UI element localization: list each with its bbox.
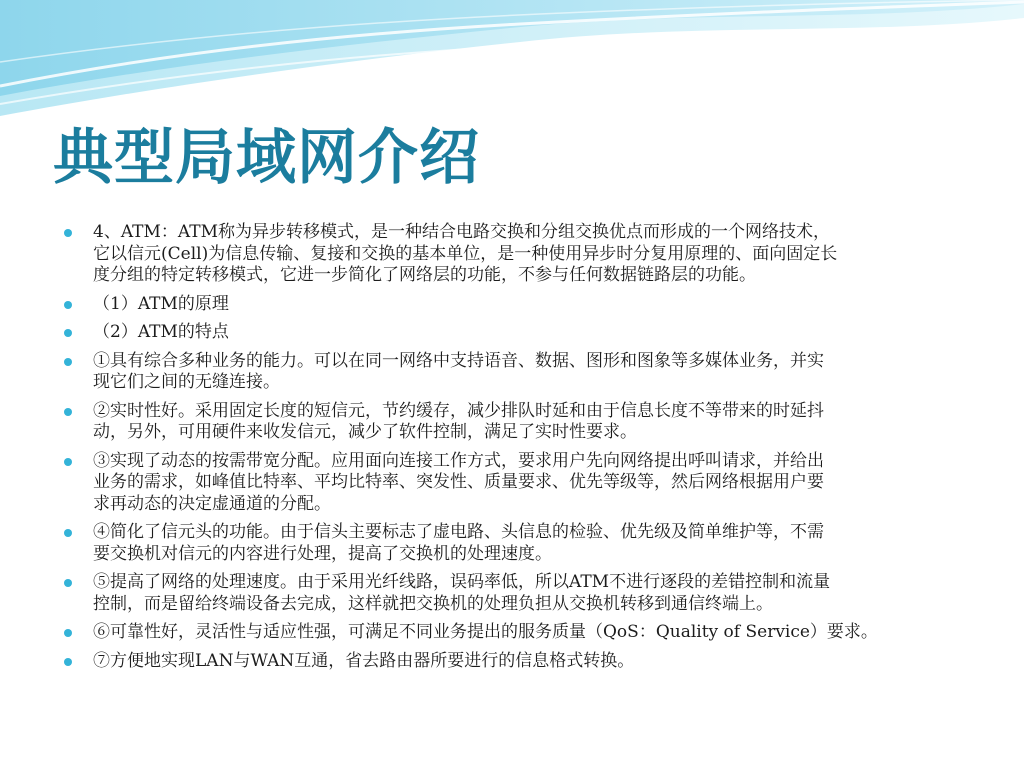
bullet-text-line: 求再动态的决定虚通道的分配。 bbox=[93, 493, 331, 514]
bullet-item bbox=[0, 351, 1024, 394]
bullet-text-line: ④简化了信元头的功能。由于信头主要标志了虚电路、头信息的检验、优先级及简单维护等，不需 bbox=[93, 522, 824, 542]
bullet-text-line: （2）ATM的特点 bbox=[93, 322, 229, 342]
bullet-item bbox=[0, 451, 1024, 516]
bullet-item bbox=[0, 322, 1024, 344]
bullet-item bbox=[0, 651, 1024, 673]
bullet-dot bbox=[64, 529, 72, 537]
bullet-dot bbox=[64, 301, 72, 309]
bullet-text-line: ⑦方便地实现LAN与WAN互通，省去路由器所要进行的信息格式转换。 bbox=[93, 650, 635, 671]
bullet-dot bbox=[64, 458, 72, 466]
bullet-text-line: 现它们之间的无缝连接。 bbox=[93, 372, 280, 392]
bullet-text-line: 度分组的特定转移模式，它进一步简化了网络层的功能，不参与任何数据链路层的功能。 bbox=[93, 265, 756, 285]
bullet-text-line: ⑥可靠性好，灵活性与适应性强，可满足不同业务提出的服务质量（QoS：Quality of Service）要求。 bbox=[93, 622, 878, 642]
slide-title: 典型局域网介绍 bbox=[53, 123, 480, 193]
wave-header-decoration bbox=[0, 0, 1024, 130]
bullet-item bbox=[0, 522, 1024, 565]
bullet-text-line: 它以信元(Cell)为信息传输、复接和交换的基本单位，是一种使用异步时分复用原理的、面向固定长 bbox=[93, 243, 838, 264]
bullet-dot bbox=[64, 579, 72, 587]
bullet-dot bbox=[64, 229, 72, 237]
bullet-item bbox=[0, 401, 1024, 444]
bullet-text-line: （1）ATM的原理 bbox=[93, 293, 229, 314]
bullet-text-line: 动，另外，可用硬件来收发信元，减少了软件控制，满足了实时性要求。 bbox=[93, 422, 637, 442]
bullet-dot bbox=[64, 408, 72, 416]
bullet-dot bbox=[64, 629, 72, 637]
bullet-item bbox=[0, 294, 1024, 316]
bullet-list bbox=[0, 222, 1024, 679]
bullet-text-line: 4、ATM：ATM称为异步转移模式，是一种结合电路交换和分组交换优点而形成的一个网络技术， bbox=[93, 222, 830, 242]
bullet-text-line: 控制，而是留给终端设备去完成，这样就把交换机的处理负担从交换机转移到通信终端上。 bbox=[93, 593, 773, 614]
bullet-text-line: ③实现了动态的按需带宽分配。应用面向连接工作方式，要求用户先向网络提出呼叫请求，并给出 bbox=[93, 450, 824, 471]
bullet-item bbox=[0, 622, 1024, 644]
bullet-text-line: 业务的需求，如峰值比特率、平均比特率、突发性、质量要求、优先等级等，然后网络根据用户要 bbox=[93, 472, 824, 492]
bullet-text-line: ⑤提高了网络的处理速度。由于采用光纤线路，误码率低，所以ATM不进行逐段的差错控制和流量 bbox=[93, 572, 831, 592]
bullet-text-line: ②实时性好。采用固定长度的短信元，节约缓存，减少排队时延和由于信息长度不等带来的时延抖 bbox=[93, 400, 824, 421]
bullet-text-line: 要交换机对信元的内容进行处理，提高了交换机的处理速度。 bbox=[93, 543, 552, 564]
bullet-text-line: ①具有综合多种业务的能力。可以在同一网络中支持语音、数据、图形和图象等多媒体业务，并实 bbox=[93, 350, 824, 371]
bullet-dot bbox=[64, 329, 72, 337]
bullet-dot bbox=[64, 358, 72, 366]
bullet-item bbox=[0, 572, 1024, 615]
bullet-dot bbox=[64, 658, 72, 666]
bullet-item bbox=[0, 222, 1024, 287]
